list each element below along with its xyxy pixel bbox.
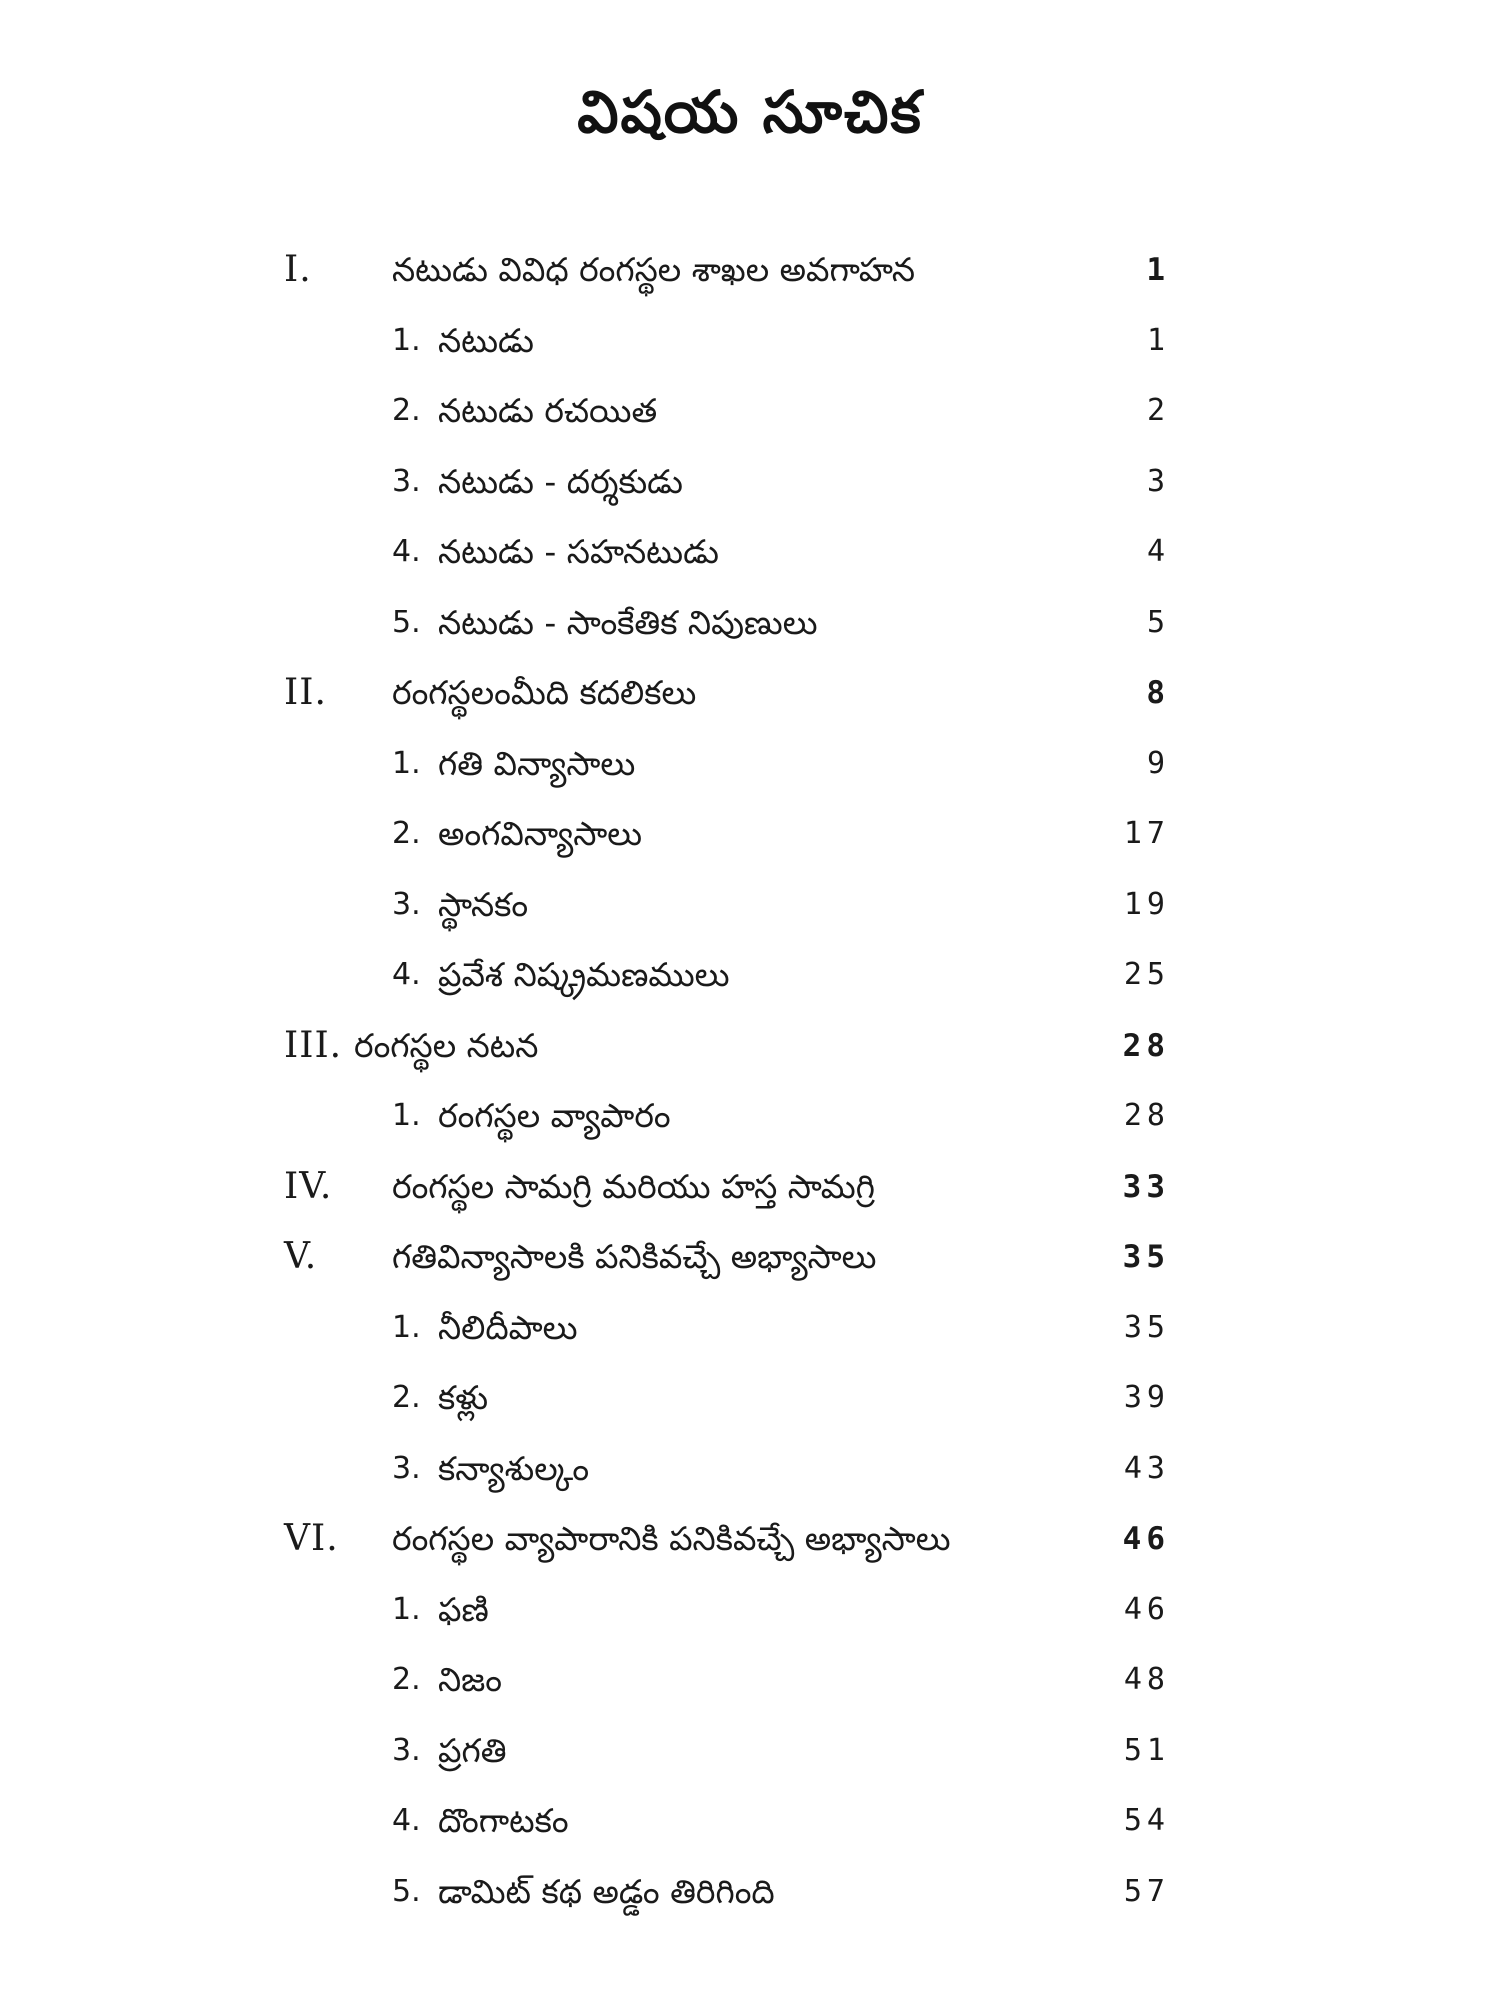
entry-title: నటుడు - సహనటుడు [438, 532, 719, 571]
page-number: 1 [1146, 322, 1170, 358]
entry-number: 1. [392, 1591, 421, 1627]
entry-number: 4. [392, 1803, 421, 1838]
section-title: రంగస్థల సామగ్రి మరియు హస్త సామగ్రి [392, 1166, 875, 1206]
toc-entry-row [0, 1439, 1500, 1499]
section-numeral: II. [284, 672, 327, 713]
toc-entry-row [0, 381, 1500, 441]
toc-entry-row [0, 875, 1500, 935]
page-number: 57 [1123, 1873, 1170, 1909]
section-numeral: VI. [284, 1518, 339, 1559]
section-title: గతివిన్యాసాలకి పనికివచ్చే అభ్యాసాలు [392, 1237, 877, 1276]
entry-number: 4. [392, 957, 421, 992]
page-number: 4 [1146, 534, 1170, 569]
page-number: 28 [1123, 1098, 1170, 1133]
toc-entry-row [0, 1580, 1500, 1640]
entry-number: 1. [392, 1098, 421, 1133]
toc-entry-row [0, 522, 1500, 582]
section-numeral: IV. [284, 1165, 333, 1207]
toc-entry-row [0, 1791, 1500, 1851]
entry-title: నిజం [438, 1660, 503, 1699]
toc-entry-row [0, 1298, 1500, 1358]
section-title: రంగస్థలంమీది కదలికలు [392, 673, 697, 712]
entry-number: 3. [392, 1450, 421, 1486]
entry-number: 5. [392, 604, 421, 640]
toc-entry-row [0, 804, 1500, 864]
page-title: విషయ సూచిక [577, 78, 923, 146]
entry-title: కన్యాశుల్కం [438, 1448, 590, 1488]
entry-title: నీలిదీపాలు [438, 1307, 578, 1347]
section-title: నటుడు వివిధ రంగస్థల శాఖల అవగాహన [392, 250, 916, 289]
entry-title: రంగస్థల వ్యాపారం [438, 1096, 671, 1135]
entry-title: స్థానకం [438, 884, 529, 924]
section-numeral: III. [284, 1024, 343, 1066]
entry-number: 3. [392, 886, 421, 922]
page-number: 1 [1146, 252, 1170, 288]
page-number: 48 [1123, 1662, 1170, 1697]
entry-title: ప్రగతి [438, 1730, 507, 1770]
entry-number: 3. [392, 463, 421, 499]
page-number: 33 [1122, 1168, 1170, 1205]
entry-title: గతి విన్యాసాలు [438, 743, 636, 783]
toc-entry-row [0, 945, 1500, 1005]
page-number: 5 [1146, 604, 1170, 640]
entry-number: 5. [392, 1873, 421, 1909]
toc-entry-row [0, 311, 1500, 371]
page-number: 28 [1122, 1027, 1170, 1064]
entry-number: 4. [392, 534, 421, 569]
toc-entry-row [0, 1862, 1500, 1922]
toc-entry-row [0, 593, 1500, 653]
entry-title: నటుడు - సాంకేతిక నిపుణులు [438, 602, 818, 642]
toc-entry-row [0, 1086, 1500, 1146]
entry-number: 1. [392, 322, 421, 358]
page-number: 54 [1123, 1803, 1170, 1838]
toc-section-row [0, 1509, 1500, 1569]
page-number: 35 [1123, 1309, 1170, 1345]
entry-title: కళ్లు [438, 1378, 489, 1417]
section-title: రంగస్థల నటన [354, 1025, 539, 1065]
entry-number: 2. [392, 393, 421, 428]
page-number: 39 [1123, 1380, 1170, 1415]
entry-title: దొంగాటకం [438, 1801, 569, 1840]
toc-section-row [0, 1016, 1500, 1076]
toc-section-row [0, 240, 1500, 300]
page-number: 17 [1123, 816, 1170, 851]
entry-title: ప్రవేశ నిష్క్రమణములు [438, 955, 730, 994]
entry-title: అంగవిన్యాసాలు [438, 814, 643, 853]
toc-entry-row [0, 734, 1500, 794]
entry-title: ఫణి [438, 1589, 489, 1629]
page-number: 51 [1123, 1732, 1170, 1768]
page-number: 46 [1122, 1521, 1170, 1557]
entry-number: 2. [392, 1662, 421, 1697]
toc-section-row [0, 663, 1500, 723]
page-number: 2 [1146, 393, 1170, 428]
entry-number: 1. [392, 1309, 421, 1345]
toc-section-row [0, 1157, 1500, 1217]
entry-number: 2. [392, 1380, 421, 1415]
entry-number: 2. [392, 816, 421, 851]
section-numeral: V. [284, 1236, 318, 1277]
page-number: 3 [1146, 463, 1170, 499]
entry-number: 3. [392, 1732, 421, 1768]
page-number: 35 [1122, 1239, 1170, 1275]
page-number: 9 [1146, 745, 1170, 781]
toc-section-row [0, 1227, 1500, 1287]
entry-number: 1. [392, 745, 421, 781]
page-number: 8 [1146, 675, 1170, 711]
toc-entry-row [0, 1368, 1500, 1428]
page-number: 46 [1123, 1591, 1170, 1627]
section-numeral: I. [284, 249, 312, 290]
toc-entry-row [0, 1721, 1500, 1781]
page-number: 25 [1123, 957, 1170, 992]
entry-title: నటుడు రచయిత [438, 391, 658, 430]
entry-title: నటుడు [438, 320, 534, 360]
entry-title: నటుడు - దర్శకుడు [438, 461, 683, 501]
section-title: రంగస్థల వ్యాపారానికి పనికివచ్చే అభ్యాసాలు [392, 1519, 951, 1558]
page-number: 19 [1123, 886, 1170, 922]
entry-title: డామిట్ కథ అడ్డం తిరిగింది [438, 1871, 775, 1911]
toc-entry-row [0, 1650, 1500, 1710]
toc-entry-row [0, 452, 1500, 512]
page-number: 43 [1123, 1450, 1170, 1486]
